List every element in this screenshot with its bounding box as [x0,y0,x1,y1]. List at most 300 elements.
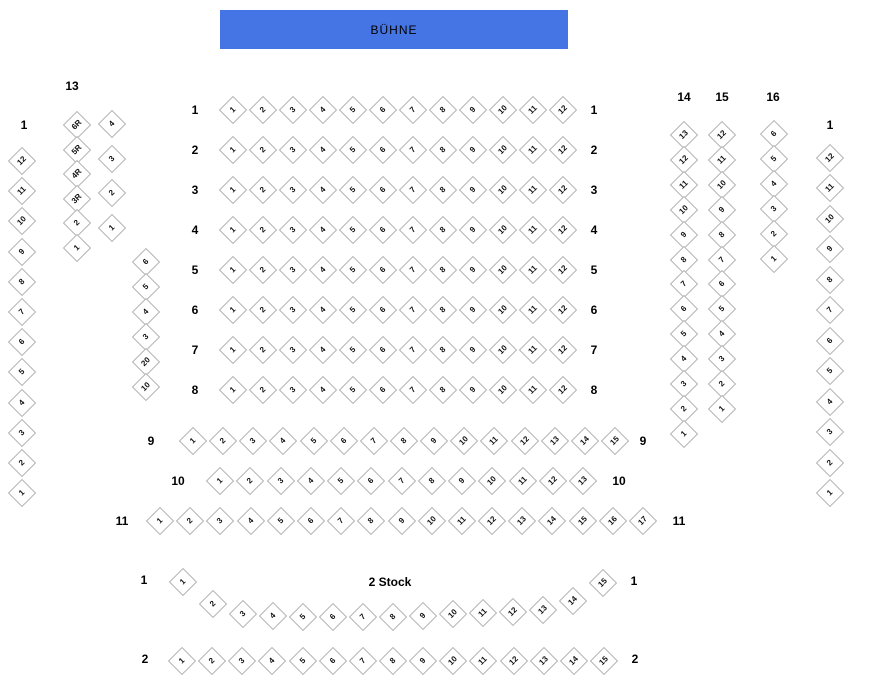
seat-stock-row-1-arc-12[interactable] [499,598,527,626]
seat-row-4-6[interactable] [369,216,397,244]
seat-number: 8 [16,276,27,287]
seat-row-7-9[interactable] [459,336,487,364]
seat-number: 2 [185,515,195,526]
seat-row-1-7[interactable] [399,96,427,124]
seat-number: 4 [140,306,151,317]
seat-row-7-6[interactable] [369,336,397,364]
seat-row-7-12[interactable] [549,336,577,364]
seat-number: 2 [257,264,268,275]
seat-section-15-column-9[interactable] [708,196,736,224]
seat-row-2-10[interactable] [489,136,517,164]
seat-number: 1 [227,184,238,195]
seat-row-4-12[interactable] [549,216,577,244]
seat-row-9-5[interactable] [299,427,327,455]
seat-stock-row-2-10[interactable] [439,647,467,675]
seat-stock-row-2-13[interactable] [530,647,558,675]
seat-section-13-col-b-2[interactable] [98,179,126,207]
seat-row-5-4[interactable] [309,256,337,284]
seat-number: 1 [154,515,165,526]
row-9-right-label: 9 [639,434,647,448]
seat-row-6-3[interactable] [279,296,307,324]
seat-stock-row-2-6[interactable] [319,647,347,675]
seat-stock-row-2-2[interactable] [198,647,226,675]
seat-section-16-column-1[interactable] [760,245,788,273]
seat-number: 5 [347,224,358,235]
seat-row-4-1[interactable] [219,216,247,244]
seat-row-8-7[interactable] [399,376,427,404]
seat-number: 8 [437,304,448,315]
seat-row-6-11[interactable] [519,296,547,324]
seat-row-4-8[interactable] [429,216,457,244]
seat-number: 4 [278,435,288,446]
seat-number: 2 [257,384,268,395]
seat-section-15-column-11[interactable] [708,146,736,174]
seat-number: 11 [823,181,836,195]
row-3-right-label: 3 [590,183,598,197]
seat-left-wall-column-5[interactable] [8,358,36,386]
seat-row-10-5[interactable] [327,467,355,495]
seat-right-wall-column-10[interactable] [816,205,844,233]
seat-row-4-4[interactable] [309,216,337,244]
seat-row-7-3[interactable] [279,336,307,364]
seat-stock-row-2-11[interactable] [469,647,497,675]
seat-number: 8 [437,384,448,395]
seat-right-wall-column-1[interactable] [816,479,844,507]
seat-row-8-12[interactable] [549,376,577,404]
seat-row-4-5[interactable] [339,216,367,244]
seat-row-11-10[interactable] [418,507,446,535]
seat-right-wall-column-11[interactable] [816,174,844,202]
seat-row-5-5[interactable] [339,256,367,284]
seat-number: 9 [467,144,478,155]
seat-row-5-11[interactable] [519,256,547,284]
seat-row-4-11[interactable] [519,216,547,244]
seat-row-8-5[interactable] [339,376,367,404]
seat-row-8-6[interactable] [369,376,397,404]
seat-number: 16 [606,514,619,527]
seat-section-13-col-b-3[interactable] [98,145,126,173]
seat-row-11-17[interactable] [629,507,657,535]
seat-left-wall-column-12[interactable] [8,147,36,175]
seat-row-7-5[interactable] [339,336,367,364]
seat-row-10-7[interactable] [387,467,415,495]
seat-row-1-1[interactable] [219,96,247,124]
seat-left-wall-column-10[interactable] [8,207,36,235]
seat-number: 5 [347,144,358,155]
seat-section-13-col-a-1[interactable] [63,233,91,261]
seat-row-8-11[interactable] [519,376,547,404]
seat-left-wall-column-9[interactable] [8,237,36,265]
seat-number: 6 [366,475,376,486]
seat-row-7-8[interactable] [429,336,457,364]
seat-row-4-2[interactable] [249,216,277,244]
seat-left-wall-column-4[interactable] [8,388,36,416]
seat-stock-row-1-arc-2[interactable] [199,590,227,618]
seat-row-2-2[interactable] [249,136,277,164]
seat-row-1-3[interactable] [279,96,307,124]
seat-stock-row-1-arc-10[interactable] [439,600,467,628]
seat-stock-row-1-arc-6[interactable] [319,603,347,631]
seat-row-6-4[interactable] [309,296,337,324]
seat-row-10-2[interactable] [236,467,264,495]
seat-row-4-10[interactable] [489,216,517,244]
seat-number: 11 [455,514,468,527]
seat-right-wall-column-3[interactable] [816,418,844,446]
seat-stock-row-2-8[interactable] [379,647,407,675]
seat-stock-row-1-arc-14[interactable] [559,587,587,615]
seat-left-wall-column-8[interactable] [8,268,36,296]
stock-row-2-left-label: 2 [141,652,149,666]
seat-row-1-10[interactable] [489,96,517,124]
seat-row-3-3[interactable] [279,176,307,204]
seat-row-6-10[interactable] [489,296,517,324]
seat-number: 6 [140,256,151,267]
seat-row-11-3[interactable] [206,507,234,535]
seat-row-2-6[interactable] [369,136,397,164]
seat-number: 3 [237,655,247,666]
seat-row-9-9[interactable] [420,427,448,455]
seat-row-9-6[interactable] [330,427,358,455]
seat-row-3-9[interactable] [459,176,487,204]
seat-row-11-11[interactable] [448,507,476,535]
seat-row-2-9[interactable] [459,136,487,164]
seat-row-11-16[interactable] [599,507,627,535]
seat-row-7-7[interactable] [399,336,427,364]
seat-number: 3 [16,427,27,438]
seat-row-3-10[interactable] [489,176,517,204]
seat-row-3-7[interactable] [399,176,427,204]
seat-row-11-15[interactable] [569,507,597,535]
seat-row-5-3[interactable] [279,256,307,284]
seat-left-wall-column-7[interactable] [8,298,36,326]
seat-row-5-1[interactable] [219,256,247,284]
seat-number: 12 [715,128,728,141]
seat-row-8-4[interactable] [309,376,337,404]
seat-row-10-9[interactable] [448,467,476,495]
seat-stock-row-2-3[interactable] [228,647,256,675]
seat-number: 6 [377,344,388,355]
seat-number: 5 [335,475,346,486]
seat-row-1-2[interactable] [249,96,277,124]
seat-number: 1 [678,428,689,439]
row-6-left-label: 6 [191,303,199,317]
seat-stock-row-2-4[interactable] [258,647,286,675]
seat-number: 9 [824,244,835,254]
seat-number: 6 [377,184,388,195]
seat-number: 9 [467,384,478,395]
seat-row-5-6[interactable] [369,256,397,284]
seat-section-14-column-12[interactable] [670,146,698,174]
seat-row-2-11[interactable] [519,136,547,164]
seat-number: 10 [446,654,460,667]
seat-number: 10 [457,434,471,447]
seat-number: 11 [526,143,539,156]
seat-number: 5 [16,367,27,377]
seat-number: 13 [536,654,550,667]
seat-number: 6 [377,224,388,235]
seat-stock-row-1-arc-7[interactable] [349,603,377,631]
seat-row-11-8[interactable] [357,507,385,535]
seat-row-3-12[interactable] [549,176,577,204]
seat-section-15-column-8[interactable] [708,220,736,248]
seat-row-2-1[interactable] [219,136,247,164]
seat-row-11-7[interactable] [327,507,355,535]
seat-row-1-9[interactable] [459,96,487,124]
seat-row-11-6[interactable] [297,507,325,535]
seat-row-10-3[interactable] [266,467,294,495]
seat-number: 11 [526,183,539,196]
seat-row-3-2[interactable] [249,176,277,204]
seat-row-11-2[interactable] [176,507,204,535]
seat-row-5-12[interactable] [549,256,577,284]
seat-row-2-8[interactable] [429,136,457,164]
seat-row-5-2[interactable] [249,256,277,284]
seat-row-4-9[interactable] [459,216,487,244]
seat-stock-row-2-7[interactable] [349,647,377,675]
seat-number: 8 [437,184,448,195]
seat-row-10-4[interactable] [297,467,325,495]
seat-row-5-9[interactable] [459,256,487,284]
row-10-right-label: 10 [612,474,626,488]
seat-number: 7 [407,304,418,315]
seat-row-2-4[interactable] [309,136,337,164]
seat-number: 2 [257,104,268,115]
seat-row-3-4[interactable] [309,176,337,204]
seat-row-4-3[interactable] [279,216,307,244]
seat-left-wall-column-1[interactable] [8,479,36,507]
seat-row-3-1[interactable] [219,176,247,204]
seat-number: 7 [407,184,418,195]
seat-row-6-5[interactable] [339,296,367,324]
seat-row-1-12[interactable] [549,96,577,124]
seat-row-10-6[interactable] [357,467,385,495]
seat-row-9-12[interactable] [510,427,538,455]
seat-section-14-column-11[interactable] [670,171,698,199]
seat-row-6-8[interactable] [429,296,457,324]
seat-row-10-8[interactable] [418,467,446,495]
seat-row-2-7[interactable] [399,136,427,164]
seat-row-6-6[interactable] [369,296,397,324]
seat-row-10-11[interactable] [508,467,536,495]
seat-row-8-9[interactable] [459,376,487,404]
seat-stock-row-2-14[interactable] [560,647,588,675]
seat-left-wall-column-11[interactable] [8,177,36,205]
seat-number: 10 [425,514,438,527]
seat-stock-row-2-9[interactable] [409,647,437,675]
seat-section-13-col-b-1[interactable] [98,214,126,242]
seat-row-5-8[interactable] [429,256,457,284]
seat-number: 7 [407,344,418,355]
seat-right-wall-column-5[interactable] [816,357,844,385]
seat-row-9-7[interactable] [360,427,388,455]
seat-number: 1 [106,222,117,233]
seat-inner-left-column-10[interactable] [132,373,160,401]
seat-row-7-10[interactable] [489,336,517,364]
seat-section-14-column-2[interactable] [670,395,698,423]
seat-row-11-12[interactable] [478,507,506,535]
seat-number: 5 [297,611,308,622]
seat-row-3-5[interactable] [339,176,367,204]
seat-stock-row-1-arc-1[interactable] [169,568,197,596]
seat-stock-row-2-1[interactable] [168,647,196,675]
row-4-left-label: 4 [191,223,199,237]
seat-row-11-9[interactable] [387,507,415,535]
seat-row-9-14[interactable] [571,427,599,455]
seat-stock-row-1-arc-8[interactable] [379,603,407,631]
section-15-label: 15 [715,90,729,104]
seat-row-8-8[interactable] [429,376,457,404]
seat-row-11-1[interactable] [146,507,174,535]
seat-right-wall-column-7[interactable] [816,296,844,324]
seat-row-11-4[interactable] [236,507,264,535]
seat-row-11-13[interactable] [508,507,536,535]
seat-right-wall-column-4[interactable] [816,387,844,415]
seat-row-3-6[interactable] [369,176,397,204]
seat-section-14-column-1[interactable] [670,420,698,448]
seat-row-9-2[interactable] [209,427,237,455]
seat-number: 11 [526,263,539,276]
seat-row-3-8[interactable] [429,176,457,204]
seat-number: 14 [578,434,591,447]
seat-row-3-11[interactable] [519,176,547,204]
seat-number: 11 [715,153,728,166]
seat-number: 11 [476,654,490,667]
seat-right-wall-column-12[interactable] [816,144,844,172]
seat-row-5-10[interactable] [489,256,517,284]
seat-right-wall-column-2[interactable] [816,448,844,476]
seat-number: 4 [305,475,316,486]
seat-row-2-5[interactable] [339,136,367,164]
seat-row-6-2[interactable] [249,296,277,324]
seat-number: 9 [417,610,428,621]
seat-number: 6 [377,304,388,315]
seat-number: 6 [678,304,689,314]
seat-stock-row-1-arc-15[interactable] [589,569,617,597]
seat-number: 5 [716,304,727,314]
row-2-right-label: 2 [590,143,598,157]
seat-right-wall-column-9[interactable] [816,235,844,263]
seat-section-15-column-1[interactable] [708,395,736,423]
seat-row-9-1[interactable] [179,427,207,455]
seat-number: 10 [496,143,509,156]
seat-right-wall-column-8[interactable] [816,266,844,294]
seat-section-13-col-b-4[interactable] [98,110,126,138]
seat-number: 1 [71,242,82,252]
seat-row-4-7[interactable] [399,216,427,244]
seat-number: 7 [407,264,418,275]
seat-row-11-5[interactable] [267,507,295,535]
seat-stock-row-2-5[interactable] [288,647,316,675]
seat-row-1-6[interactable] [369,96,397,124]
seat-row-6-12[interactable] [549,296,577,324]
seat-row-2-3[interactable] [279,136,307,164]
seat-section-15-column-10[interactable] [708,171,736,199]
seat-number: 6 [377,104,388,115]
seat-number: 1 [214,475,225,486]
seat-stock-row-1-arc-3[interactable] [229,600,257,628]
seat-right-wall-column-6[interactable] [816,327,844,355]
seat-row-7-4[interactable] [309,336,337,364]
seat-row-1-4[interactable] [309,96,337,124]
seat-row-9-15[interactable] [601,427,629,455]
seat-number: 1 [227,144,238,155]
seat-row-9-10[interactable] [450,427,478,455]
seat-left-wall-column-6[interactable] [8,328,36,356]
seat-row-8-2[interactable] [249,376,277,404]
seat-row-8-1[interactable] [219,376,247,404]
seat-row-7-11[interactable] [519,336,547,364]
seat-stock-row-1-arc-9[interactable] [409,602,437,630]
seat-number: 4 [267,655,277,666]
seat-number: 10 [485,474,499,487]
seat-left-wall-column-2[interactable] [8,449,36,477]
seat-number: 5 [824,366,835,376]
seat-number: 2 [245,475,255,486]
seat-left-wall-column-3[interactable] [8,419,36,447]
seat-number: 7 [824,305,835,315]
seat-section-14-column-10[interactable] [670,196,698,224]
seat-number: 10 [677,203,690,216]
seat-stock-row-1-arc-11[interactable] [469,599,497,627]
seat-row-7-2[interactable] [249,336,277,364]
seat-row-9-4[interactable] [269,427,297,455]
seat-row-9-13[interactable] [541,427,569,455]
seat-number: 1 [768,253,779,264]
seat-number: 8 [387,611,398,622]
seat-number: 4 [245,515,255,526]
seat-row-10-13[interactable] [569,467,597,495]
seat-stock-row-2-12[interactable] [499,647,527,675]
seat-number: 8 [678,254,689,264]
seat-stock-row-1-arc-5[interactable] [289,603,317,631]
row-10-left-label: 10 [171,474,185,488]
seat-row-5-7[interactable] [399,256,427,284]
stock-title: 2 Stock [368,575,412,589]
seat-row-10-10[interactable] [478,467,506,495]
seat-row-9-3[interactable] [239,427,267,455]
seat-row-8-3[interactable] [279,376,307,404]
seat-number: 3 [768,203,779,214]
seat-row-1-5[interactable] [339,96,367,124]
seat-number: 3 [678,378,689,389]
seat-row-6-9[interactable] [459,296,487,324]
seat-number: 12 [485,514,499,527]
row-8-right-label: 8 [590,383,598,397]
seat-number: 2 [824,457,835,467]
seat-row-8-10[interactable] [489,376,517,404]
seat-section-14-column-9[interactable] [670,220,698,248]
seat-row-6-1[interactable] [219,296,247,324]
seat-row-1-11[interactable] [519,96,547,124]
seat-row-1-8[interactable] [429,96,457,124]
seat-row-9-8[interactable] [390,427,418,455]
seat-row-2-12[interactable] [549,136,577,164]
seat-row-10-12[interactable] [539,467,567,495]
seat-number: 4R [69,166,84,181]
seat-row-11-14[interactable] [538,507,566,535]
seat-stock-row-1-arc-4[interactable] [259,602,287,630]
seat-stock-row-1-arc-13[interactable] [529,596,557,624]
seat-stock-row-2-15[interactable] [590,647,618,675]
seat-number: 6 [716,279,727,289]
seat-row-9-11[interactable] [480,427,508,455]
seat-row-6-7[interactable] [399,296,427,324]
seat-number: 1 [227,344,238,355]
seat-number: 8 [437,104,448,115]
seat-row-10-1[interactable] [206,467,234,495]
seat-row-7-1[interactable] [219,336,247,364]
seat-number: 1 [177,576,188,587]
